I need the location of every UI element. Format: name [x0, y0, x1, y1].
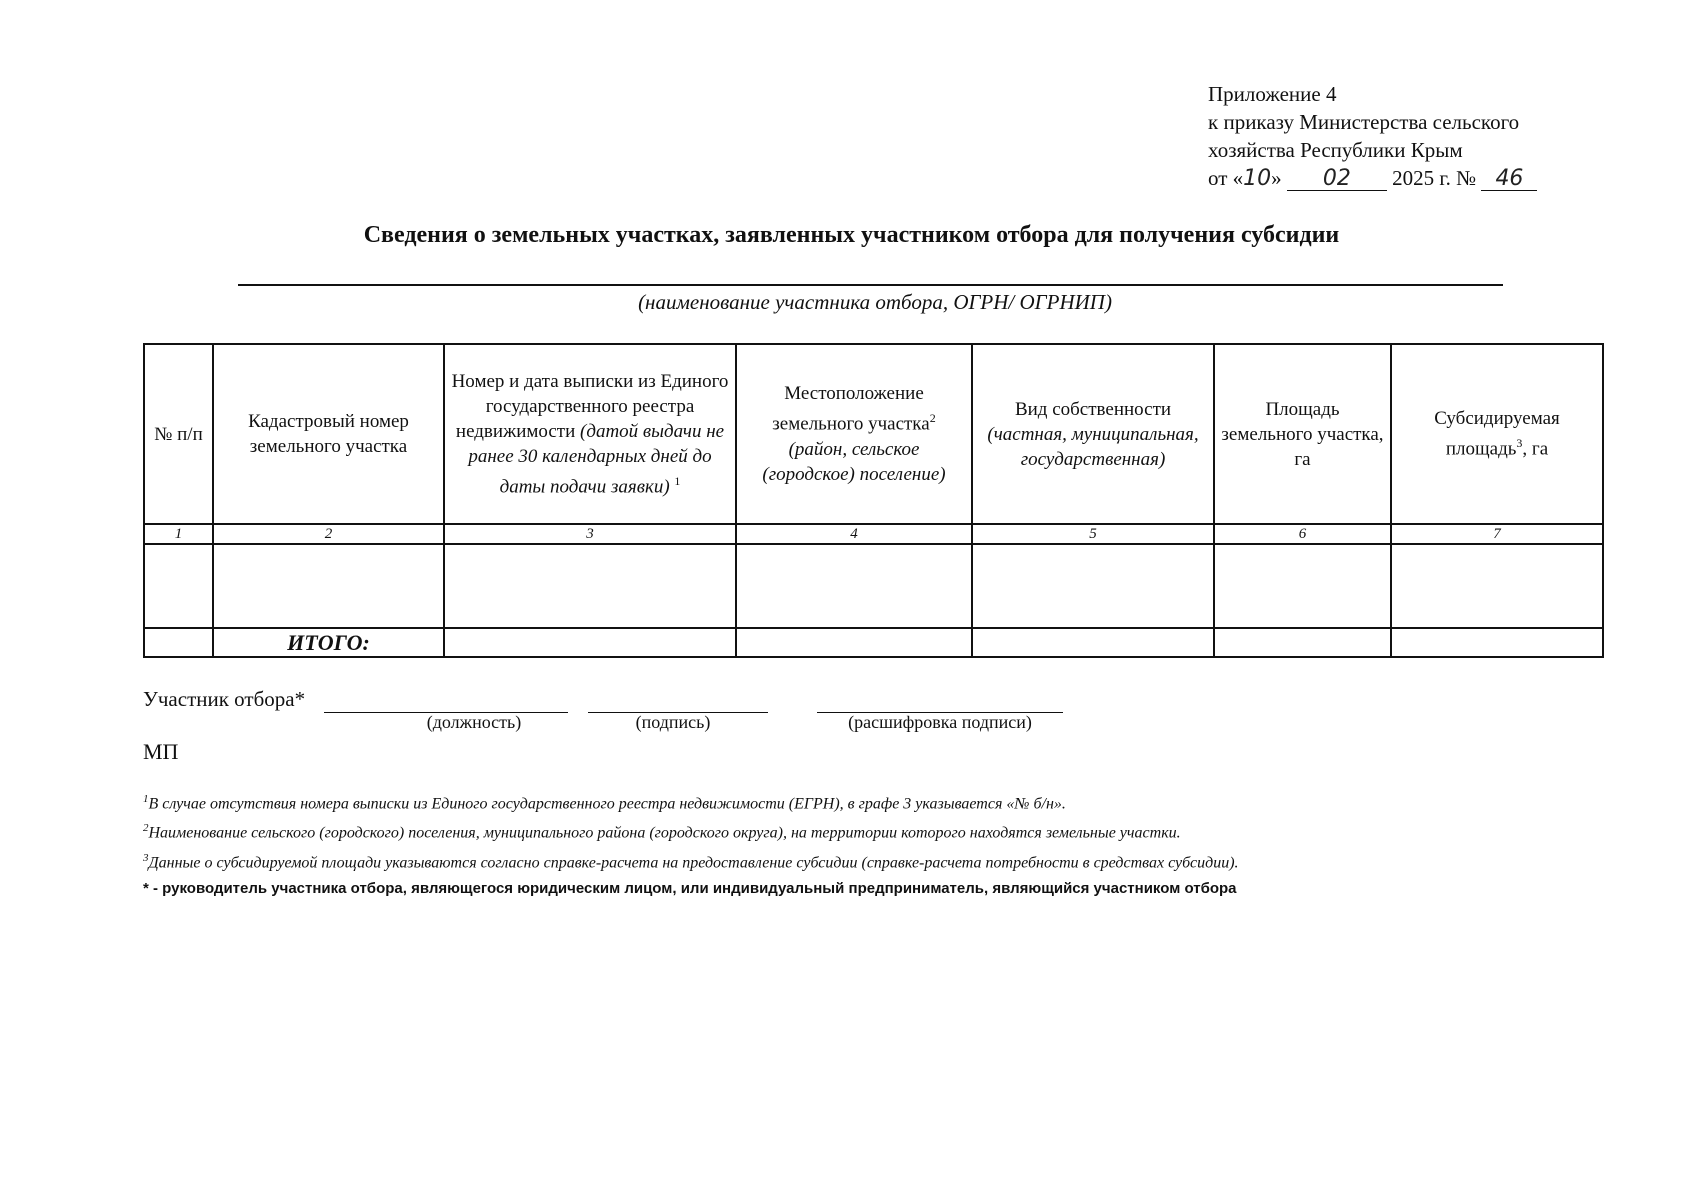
annex-header	[1208, 80, 1608, 193]
cell-egrn-extract[interactable]	[444, 544, 736, 628]
table-header-row	[144, 344, 1603, 524]
column-number: 2	[213, 524, 444, 544]
header-egrn-extract: Номер и дата выписки из Единого государственного реестра недвижимости (датой выдачи не ранее 30 календарных дней до даты подачи заявки) $^1$	[444, 344, 736, 524]
total-cell-3[interactable]	[444, 628, 736, 657]
cell-plot-area[interactable]	[1214, 544, 1391, 628]
total-cell-7[interactable]	[1391, 628, 1603, 657]
header-location: Местоположение земельного участка$^2$ (район, сельское (городское) поселение)	[736, 344, 972, 524]
footnote-3: $^3$Данные о субсидируемой площади указываются согласно справке-расчета на предоставление субсидии (справке-расчета потребности в средствах субсидии).	[143, 851, 1239, 871]
signature-caption: (подпись)	[635, 712, 711, 732]
annex-date-prefix: от «	[1208, 166, 1244, 190]
table-row	[144, 544, 1603, 628]
participant-name-line	[238, 284, 1503, 286]
cell-location[interactable]	[736, 544, 972, 628]
annex-year-text: 2025 г. №	[1392, 166, 1477, 190]
column-number: 5	[972, 524, 1214, 544]
column-number: 6	[1214, 524, 1391, 544]
annex-date-line	[1208, 164, 1608, 193]
land-plots-table	[143, 343, 1604, 658]
column-number: 1	[144, 524, 213, 544]
decoding-caption: (расшифровка подписи)	[848, 712, 1032, 732]
annex-number: 46	[1495, 166, 1524, 191]
cell-ownership-type[interactable]	[972, 544, 1214, 628]
asterisk-note: * - руководитель участника отбора, являющегося юридическим лицом, или индивидуальный предприниматель, являющийся участником отбора	[143, 880, 1237, 897]
cell-subsidized-area[interactable]	[1391, 544, 1603, 628]
annex-line-3: хозяйства Республики Крым	[1208, 138, 1463, 162]
footnotes	[143, 787, 1593, 875]
footnote-1: $^1$В случае отсутствия номера выписки из Единого государственного реестра недвижимости (ЕГРН), в графе 3 указывается «№ б/н».	[143, 793, 1066, 813]
annex-day: 10	[1243, 166, 1272, 191]
footnote-2: $^2$Наименование сельского (городского) поселения, муниципального района (городского округа), на территории которого находятся земельные участки.	[143, 822, 1181, 842]
header-ownership-type: Вид собственности (частная, муниципальная, государственная)	[972, 344, 1214, 524]
document-title: Сведения о земельных участках, заявленных участником отбора для получения субсидии	[363, 222, 1340, 248]
annex-line-1: Приложение 4	[1208, 82, 1337, 106]
header-cadastral-number: Кадастровый номер земельного участка	[213, 344, 444, 524]
total-cell-4[interactable]	[736, 628, 972, 657]
column-number: 4	[736, 524, 972, 544]
total-cell-empty	[144, 628, 213, 657]
header-plot-area: Площадь земельного участка, га	[1214, 344, 1391, 524]
annex-number-field	[1481, 167, 1537, 191]
annex-month-field	[1287, 167, 1387, 191]
participant-name-caption: (наименование участника отбора, ОГРН/ ОГРНИП)	[638, 290, 1112, 314]
stamp-place: МП	[143, 739, 179, 764]
column-numbers-row	[144, 524, 1603, 544]
header-subsidized-area: Субсидируемая площадь$^3$, га	[1391, 344, 1603, 524]
participant-signature-label: Участник отбора*	[143, 687, 306, 711]
total-label: ИТОГО:	[213, 628, 444, 657]
column-number: 7	[1391, 524, 1603, 544]
cell-row-number[interactable]	[144, 544, 213, 628]
cell-cadastral-number[interactable]	[213, 544, 444, 628]
position-caption: (должность)	[426, 712, 522, 732]
annex-quote-close: »	[1271, 166, 1282, 190]
annex-line-2: к приказу Министерства сельского	[1208, 110, 1520, 134]
annex-month: 02	[1322, 166, 1351, 191]
column-number: 3	[444, 524, 736, 544]
total-cell-6[interactable]	[1214, 628, 1391, 657]
total-cell-5[interactable]	[972, 628, 1214, 657]
header-row-number: № п/п	[144, 344, 213, 524]
total-row	[144, 628, 1603, 657]
